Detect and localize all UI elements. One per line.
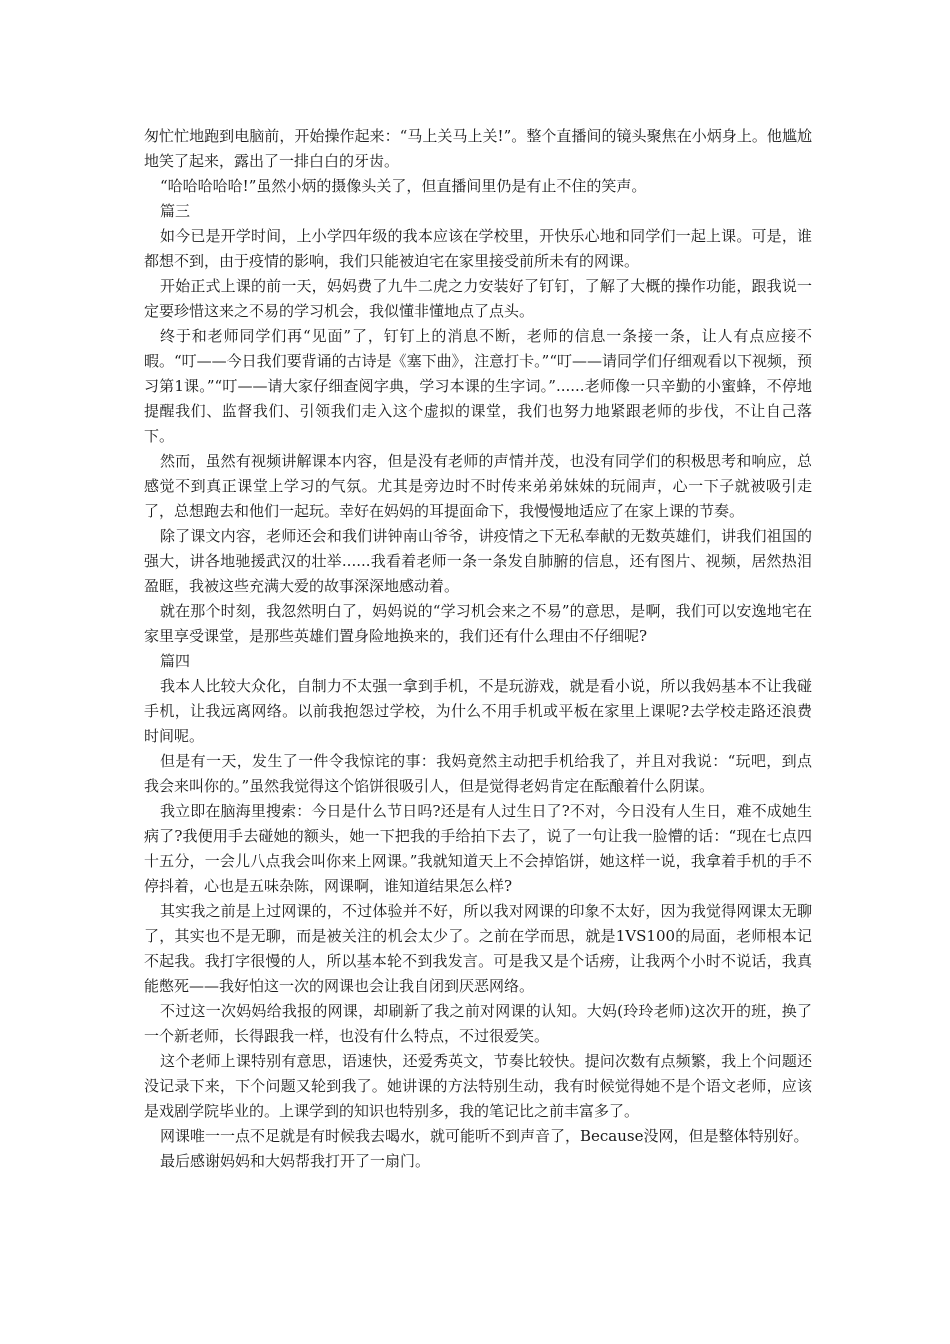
paragraph: 如今已是开学时间，上小学四年级的我本应该在学校里，开快乐心地和同学们一起上课。可是，谁都想不到，由于疫情的影响，我们只能被迫宅在家里接受前所未有的网课。 [144,227,812,270]
section-heading: 篇三 [160,202,191,220]
paragraph: “哈哈哈哈哈!”虽然小炳的摄像头关了，但直播间里仍是有止不住的笑声。 [160,177,647,195]
document-body [144,124,812,1174]
paragraph: 不过这一次妈妈给我报的网课，却刷新了我之前对网课的认知。大妈(玲玲老师)这次开的班，换了一个新老师，长得跟我一样，也没有什么特点，不过很爱笑。 [144,1002,812,1045]
paragraph: 匆忙忙地跑到电脑前，开始操作起来：“马上关马上关!”。整个直播间的镜头聚焦在小炳身上。他尴尬地笑了起来，露出了一排白白的牙齿。 [144,127,812,170]
paragraph: 网课唯一一点不足就是有时候我去喝水，就可能听不到声音了，Because没网，但是整体特别好。 [160,1127,809,1145]
paragraph: 我立即在脑海里搜索：今日是什么节日吗?还是有人过生日了?不对，今日没有人生日，难不成她生病了?我便用手去碰她的额头，她一下把我的手给拍下去了，说了一句让我一脸懵的话：“现在七点四十五分，一会儿八点我会叫你来上网课。”我就知道天上不会掉馅饼，她这样一说，我拿着手机的手不停抖着，心也是五味杂陈，网课啊，谁知道结果怎么样? [144,802,812,895]
paragraph: 这个老师上课特别有意思，语速快，还爱秀英文，节奏比较快。提问次数有点频繁，我上个问题还没记录下来，下个问题又轮到我了。她讲课的方法特别生动，我有时候觉得她不是个语文老师，应该是戏剧学院毕业的。上课学到的知识也特别多，我的笔记比之前丰富多了。 [144,1052,812,1120]
paragraph: 我本人比较大众化，自制力不太强一拿到手机，不是玩游戏，就是看小说，所以我妈基本不让我碰手机，让我远离网络。以前我抱怨过学校，为什么不用手机或平板在家里上课呢?去学校走路还浪费时间呢。 [144,677,812,745]
paragraph: 但是有一天，发生了一件令我惊诧的事：我妈竟然主动把手机给我了，并且对我说：“玩吧，到点我会来叫你的。”虽然我觉得这个馅饼很吸引人，但是觉得老妈肯定在酝酿着什么阴谋。 [144,752,812,795]
paragraph: 除了课文内容，老师还会和我们讲钟南山爷爷，讲疫情之下无私奉献的无数英雄们，讲我们祖国的强大，讲各地驰援武汉的壮举......我看着老师一条一条发自肺腑的信息，还有图片、视频，居然热泪盈眶，我被这些充满大爱的故事深深地感动着。 [144,527,812,595]
paragraph: 然而，虽然有视频讲解课本内容，但是没有老师的声情并茂，也没有同学们的积极思考和响应，总感觉不到真正课堂上学习的气氛。尤其是旁边时不时传来弟弟妹妹的玩闹声，心一下子就被吸引走了，总想跑去和他们一起玩。幸好在妈妈的耳提面命下，我慢慢地适应了在家上课的节奏。 [144,452,812,520]
paragraph: 就在那个时刻，我忽然明白了，妈妈说的“学习机会来之不易”的意思，是啊，我们可以安逸地宅在家里享受课堂，是那些英雄们置身险地换来的，我们还有什么理由不仔细呢? [144,602,812,645]
paragraph: 终于和老师同学们再“见面”了，钉钉上的消息不断，老师的信息一条接一条，让人有点应接不暇。“叮——今日我们要背诵的古诗是《塞下曲》，注意打卡。”“叮——请同学们仔细观看以下视频，预习第1课。”“叮——请大家仔细查阅字典，学习本课的生字词。”......老师像一只辛勤的小蜜蜂，不停地提醒我们、监督我们、引领我们走入这个虚拟的课堂，我们也努力地紧跟老师的步伐，不让自己落下。 [144,327,813,445]
paragraph: 其实我之前是上过网课的，不过体验并不好，所以我对网课的印象不太好，因为我觉得网课太无聊了，其实也不是无聊，而是被关注的机会太少了。之前在学而思，就是1VS100的局面，老师根本记不起我。我打字很慢的人，所以基本轮不到我发言。可是我又是个话痨，让我两个小时不说话，我真能憋死——我好怕这一次的网课也会让我自闭到厌恶网络。 [144,902,812,995]
paragraph: 开始正式上课的前一天，妈妈费了九牛二虎之力安装好了钉钉，了解了大概的操作功能，跟我说一定要珍惜这来之不易的学习机会，我似懂非懂地点了点头。 [144,277,812,320]
section-heading: 篇四 [160,652,191,670]
paragraph: 最后感谢妈妈和大妈帮我打开了一扇门。 [160,1152,431,1170]
